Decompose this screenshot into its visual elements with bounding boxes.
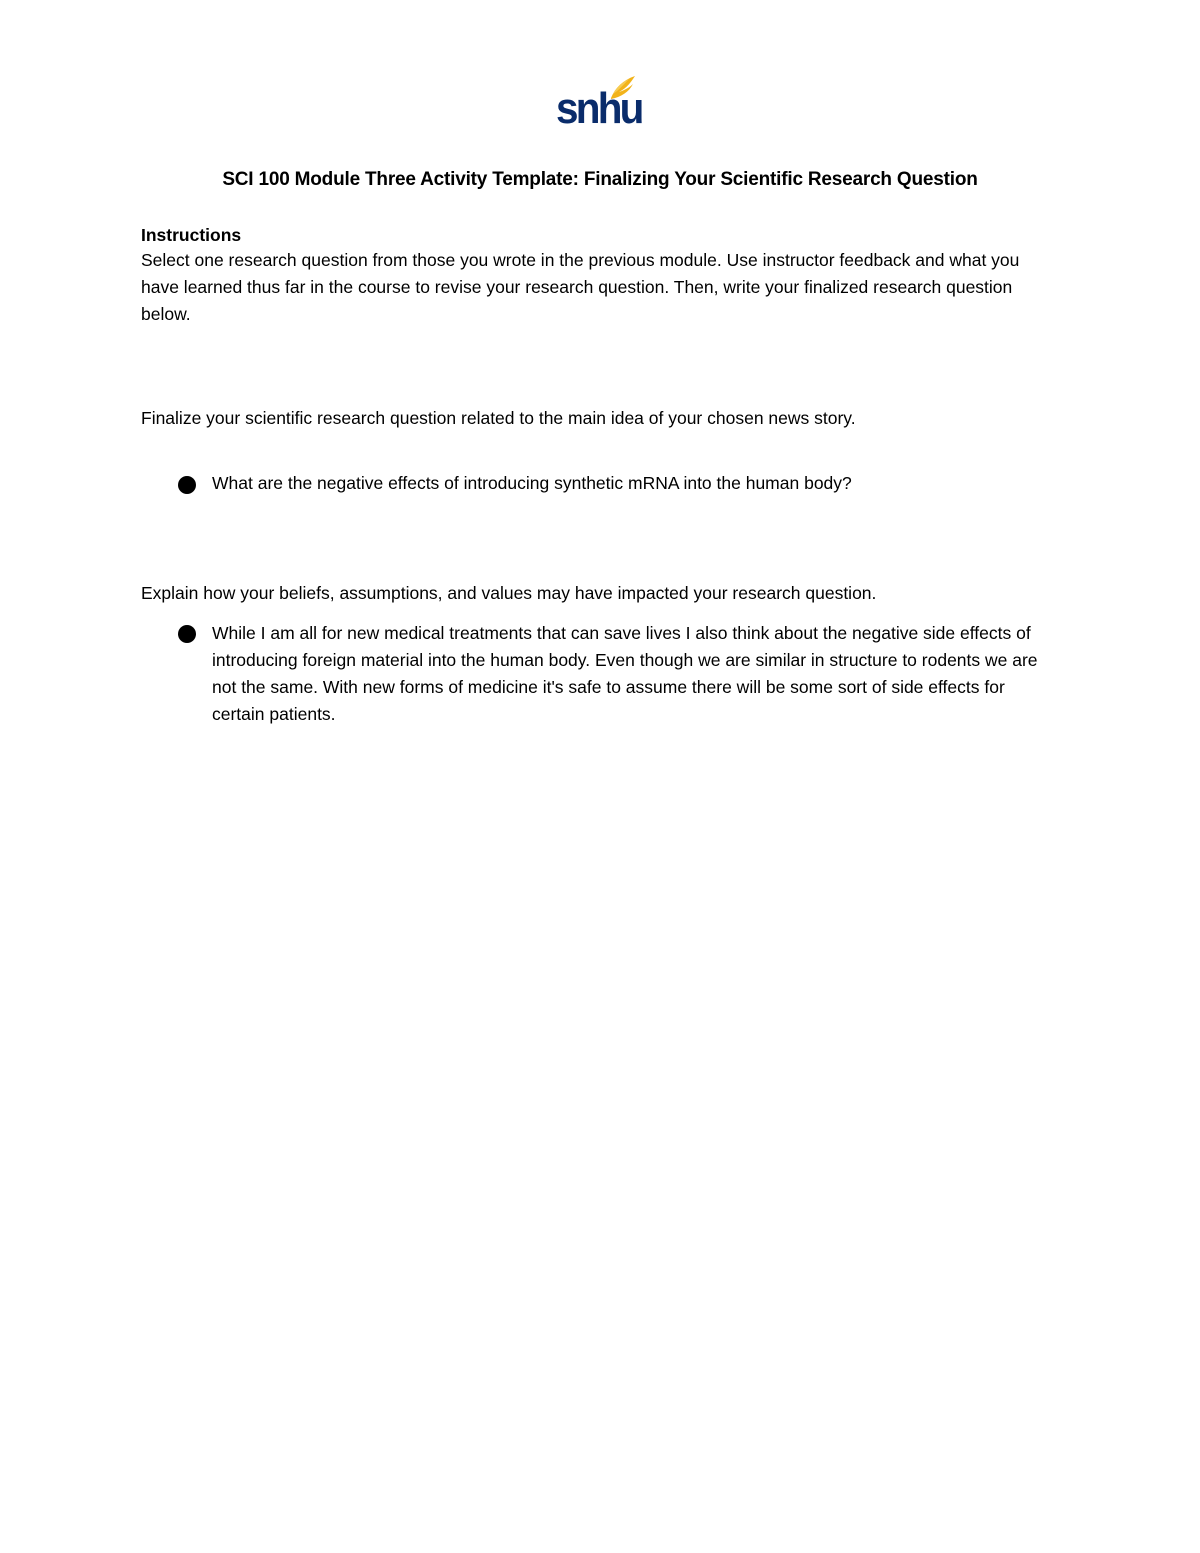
snhu-logo <box>553 72 643 134</box>
document-title: SCI 100 Module Three Activity Template: Finalizing Your Scientific Research Question <box>222 169 978 190</box>
research-question-prompt: Finalize your scientific research question related to the main idea of your chosen news story. <box>141 408 856 428</box>
bullet-icon <box>178 476 196 494</box>
beliefs-answer: While I am all for new medical treatments that can save lives I also think about the negative side effects of introducing foreign material into the human body. Even though we are similar in structure to rodents we are not the same. With new forms of medicine it's safe to assume there will be some sort of side effects for certain patients. <box>212 623 1038 724</box>
instructions-text: Select one research question from those you wrote in the previous module. Use instructor feedback and what you have learned thus far in the course to revise your research question. Then, write your finalized research question below. <box>141 250 1020 324</box>
research-question-answer: What are the negative effects of introducing synthetic mRNA into the human body? <box>212 473 852 493</box>
instructions-heading: Instructions <box>141 225 242 245</box>
beliefs-prompt: Explain how your beliefs, assumptions, and values may have impacted your research question. <box>141 583 877 603</box>
snhu-logo-text: snhu <box>556 84 642 133</box>
bullet-icon <box>178 625 196 643</box>
